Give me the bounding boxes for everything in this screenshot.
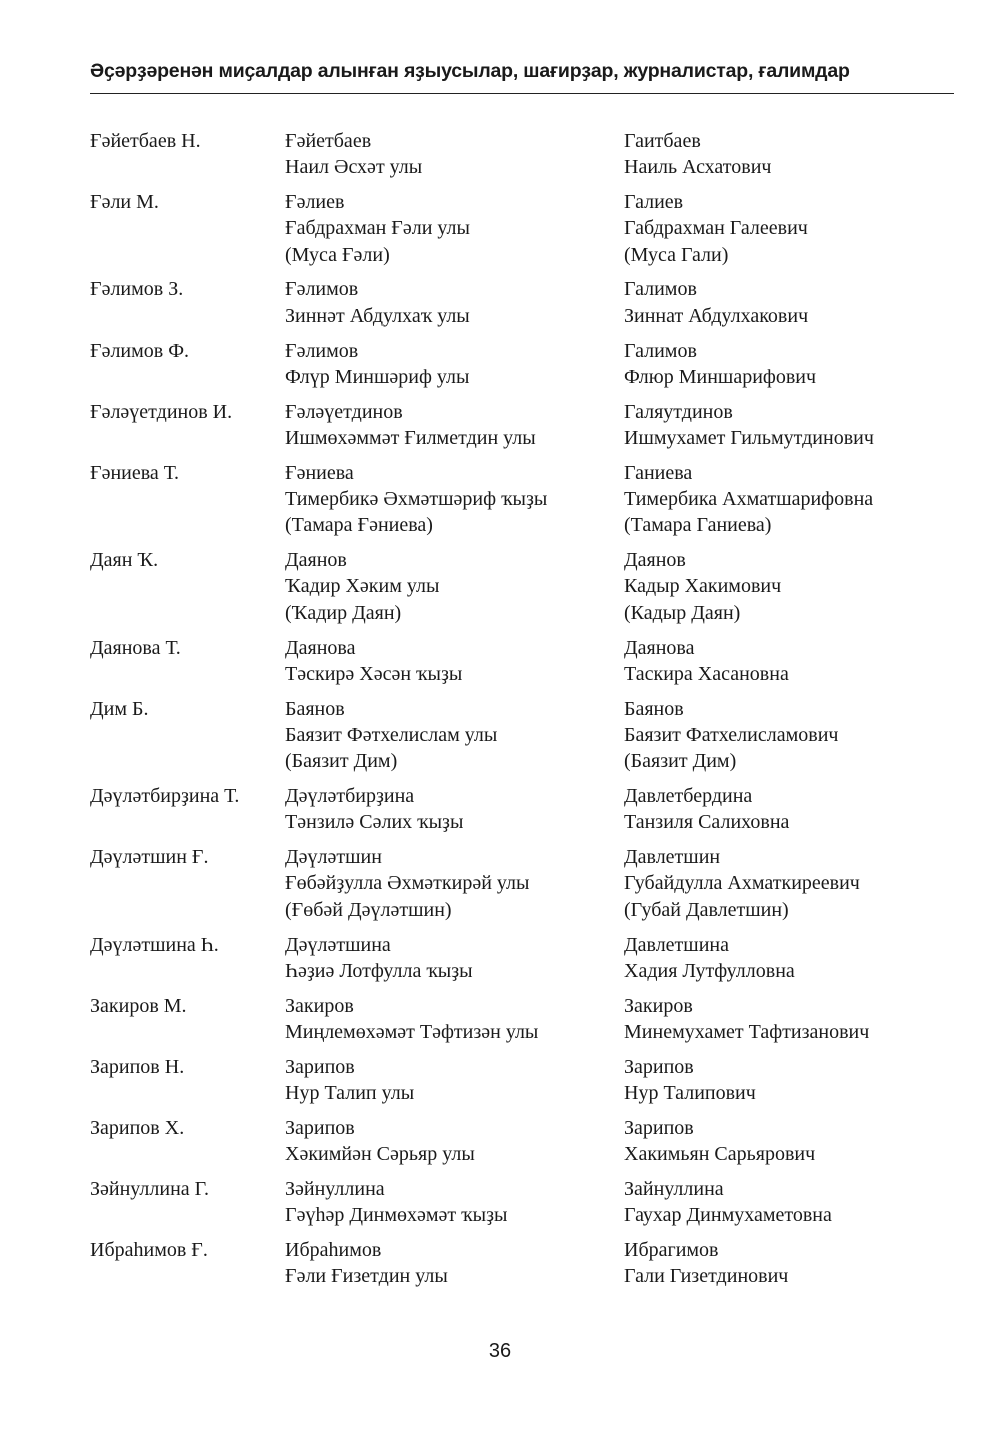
russian-full-name (624, 189, 954, 268)
russian-full-name (624, 844, 954, 923)
russian-name-line: Закиров (624, 994, 693, 1017)
bashkir-name-line: (Муса Ғәли) (285, 243, 390, 266)
russian-name-line: Танзиля Салиховна (624, 811, 790, 834)
list-item (90, 1115, 950, 1168)
bashkir-name-line: Зарипов (285, 1055, 355, 1078)
short-name: Ғәләүетдинов И. (90, 400, 233, 423)
russian-name-line: Гаитбаев (624, 130, 701, 152)
list-item (90, 993, 950, 1046)
header-divider (90, 93, 954, 94)
page-header: Әҫәрҙәренән миҫалдар алынған яҙыусылар, шағирҙар, журналистар, ғалимдар (90, 60, 850, 82)
russian-name-line: Ишмухамет Гильмутдинович (624, 426, 874, 449)
russian-name-line: Наиль Асхатович (624, 156, 772, 179)
short-name: Даянова Т. (90, 636, 181, 659)
russian-name-line: Давлетшин (624, 846, 721, 869)
bashkir-full-name (285, 932, 615, 985)
russian-name-line: Галимов (624, 278, 697, 301)
russian-full-name (624, 635, 954, 688)
russian-name-line: (Муса Гали) (624, 243, 729, 266)
bashkir-name-line: Гәүһәр Динмөхәмәт ҡыҙы (285, 1204, 508, 1227)
bashkir-name-line: Дәүләтбирҙина (285, 785, 415, 808)
bashkir-name-line: Ғәләүетдинов (285, 400, 403, 423)
list-item (90, 547, 950, 626)
bashkir-full-name (285, 276, 615, 329)
russian-name-line: Галимов (624, 339, 697, 362)
russian-name-line: Давлетшина (624, 933, 729, 956)
russian-name-line: Тимербика Ахматшарифовна (624, 488, 874, 511)
bashkir-name-line: Ғәлиев (285, 191, 345, 214)
russian-name-line: Ганиева (624, 461, 693, 484)
bashkir-name-line: Даянова (285, 636, 356, 659)
bashkir-name-line: Миңлемөхәмәт Тәфтизән улы (285, 1020, 539, 1043)
russian-full-name (624, 338, 954, 391)
list-item (90, 783, 950, 836)
russian-full-name (624, 1054, 954, 1107)
bashkir-name-line: Баянов (285, 697, 345, 720)
list-item (90, 635, 950, 688)
list-item (90, 1054, 950, 1107)
russian-name-line: Таскира Хасановна (624, 662, 789, 685)
russian-name-line: Зарипов (624, 1116, 694, 1139)
russian-name-line: Зиннат Абдулхакович (624, 304, 809, 327)
short-name: Ғәйетбаев Н. (90, 130, 201, 152)
page-number: 36 (488, 1340, 512, 1362)
bashkir-name-line: Даянов (285, 549, 347, 572)
bashkir-name-line: Наил Әсхәт улы (285, 156, 423, 179)
bashkir-full-name (285, 338, 615, 391)
list-item (90, 1176, 950, 1229)
russian-name-line: Галяутдинов (624, 400, 733, 423)
russian-name-line: Кадыр Хакимович (624, 575, 782, 598)
list-item (90, 932, 950, 985)
russian-full-name (624, 696, 954, 775)
russian-name-line: Хадия Лутфулловна (624, 959, 795, 982)
bashkir-name-line: Хәкимйән Сәрьяр улы (285, 1143, 475, 1166)
bashkir-name-line: Нур Талип улы (285, 1082, 415, 1104)
russian-name-line: Баязит Фатхелисламович (624, 723, 839, 746)
bashkir-name-line: Ғөбәйҙулла Әхмәткирәй улы (285, 872, 530, 895)
russian-name-line: Галиев (624, 191, 684, 214)
russian-name-line: Ибрагимов (624, 1238, 719, 1261)
list-item (90, 1237, 950, 1290)
russian-full-name (624, 993, 954, 1046)
short-name: Ғәлимов З. (90, 278, 184, 301)
short-name: Ғәниева Т. (90, 461, 179, 484)
russian-name-line: (Губай Давлетшин) (624, 898, 789, 921)
russian-name-line: (Кадыр Даян) (624, 601, 741, 624)
russian-name-line: Даянова (624, 636, 695, 659)
short-name: Дәүләтбирҙина Т. (90, 785, 240, 808)
bashkir-full-name (285, 635, 615, 688)
bashkir-name-line: Тәскирә Хәсән ҡыҙы (285, 662, 463, 685)
bashkir-name-line: Дәүләтшина (285, 933, 391, 956)
bashkir-full-name (285, 399, 615, 452)
bashkir-full-name (285, 547, 615, 626)
short-name: Дәүләтшин Ғ. (90, 846, 209, 869)
russian-full-name (624, 460, 954, 539)
russian-name-line: Гали Гизетдинович (624, 1265, 789, 1288)
short-name: Зарипов Х. (90, 1116, 185, 1139)
short-name: Дим Б. (90, 697, 149, 720)
bashkir-name-line: Ғәйетбаев (285, 130, 372, 152)
bashkir-name-line: (Тамара Ғәниева) (285, 514, 433, 537)
bashkir-full-name (285, 1054, 615, 1107)
short-name: Зәйнуллина Г. (90, 1177, 209, 1200)
bashkir-full-name (285, 783, 615, 836)
bashkir-full-name (285, 1115, 615, 1168)
bashkir-name-line: Зиннәт Абдулхаҡ улы (285, 304, 470, 327)
russian-name-line: Габдрахман Галеевич (624, 217, 808, 240)
russian-full-name (624, 932, 954, 985)
russian-full-name (624, 1176, 954, 1229)
bashkir-name-line: Зарипов (285, 1116, 355, 1139)
list-item (90, 844, 950, 923)
bashkir-name-line: Дәүләтшин (285, 846, 382, 869)
russian-full-name (624, 547, 954, 626)
russian-name-line: Гаухар Динмухаметовна (624, 1204, 832, 1227)
bashkir-name-line: Һәҙиә Лотфулла ҡыҙы (285, 959, 473, 982)
bashkir-name-line: Ибраһимов (285, 1238, 382, 1261)
list-item (90, 128, 950, 181)
bashkir-name-line: Ишмөхәммәт Ғилметдин улы (285, 426, 536, 449)
bashkir-full-name (285, 993, 615, 1046)
list-item (90, 276, 950, 329)
bashkir-name-line: Флүр Миншәриф улы (285, 365, 470, 388)
russian-name-line: Губайдулла Ахматкиреевич (624, 872, 860, 895)
bashkir-name-line: Зәйнуллина (285, 1177, 385, 1200)
bashkir-name-line: Ғабдрахман Ғәли улы (285, 217, 470, 240)
bashkir-name-line: (Ғөбәй Дәүләтшин) (285, 898, 452, 921)
russian-full-name (624, 783, 954, 836)
bashkir-full-name (285, 128, 615, 181)
list-item (90, 399, 950, 452)
bashkir-full-name (285, 189, 615, 268)
name-list (90, 128, 950, 1298)
short-name: Ғәли М. (90, 191, 159, 214)
bashkir-name-line: Ғәлимов (285, 278, 359, 301)
list-item (90, 460, 950, 539)
russian-full-name (624, 399, 954, 452)
russian-name-line: Флюр Миншарифович (624, 365, 817, 388)
russian-name-line: Даянов (624, 549, 686, 572)
list-item (90, 338, 950, 391)
russian-name-line: Хакимьян Сарьярович (624, 1143, 816, 1166)
russian-name-line: (Баязит Дим) (624, 750, 737, 773)
bashkir-name-line: Тәнзилә Сәлих ҡыҙы (285, 811, 464, 834)
list-item (90, 696, 950, 775)
list-item (90, 189, 950, 268)
russian-full-name (624, 1237, 954, 1290)
russian-full-name (624, 276, 954, 329)
short-name: Дәүләтшина Һ. (90, 933, 219, 956)
short-name: Даян Ҡ. (90, 549, 159, 572)
short-name: Зарипов Н. (90, 1055, 185, 1078)
russian-name-line: Баянов (624, 697, 684, 720)
russian-name-line: Зарипов (624, 1055, 694, 1078)
russian-name-line: Минемухамет Тафтизанович (624, 1020, 870, 1043)
russian-name-line: Нур Талипович (624, 1082, 756, 1104)
bashkir-full-name (285, 1176, 615, 1229)
bashkir-name-line: Тимербикә Әхмәтшәриф ҡыҙы (285, 488, 548, 511)
bashkir-name-line: (Ҡадир Даян) (285, 601, 402, 624)
short-name: Закиров М. (90, 994, 187, 1017)
russian-full-name (624, 128, 954, 181)
bashkir-full-name (285, 460, 615, 539)
russian-name-line: (Тамара Ганиева) (624, 514, 772, 537)
bashkir-name-line: Ҡадир Хәким улы (285, 575, 440, 598)
bashkir-full-name (285, 1237, 615, 1290)
bashkir-name-line: (Баязит Дим) (285, 750, 398, 773)
russian-name-line: Давлетбердина (624, 785, 753, 808)
bashkir-name-line: Ғәлимов (285, 339, 359, 362)
bashkir-full-name (285, 844, 615, 923)
russian-full-name (624, 1115, 954, 1168)
short-name: Ғәлимов Ф. (90, 339, 190, 362)
russian-name-line: Зайнуллина (624, 1177, 724, 1200)
bashkir-name-line: Баязит Фәтхелислам улы (285, 723, 498, 746)
bashkir-name-line: Закиров (285, 994, 354, 1017)
bashkir-name-line: Ғәниева (285, 461, 354, 484)
bashkir-full-name (285, 696, 615, 775)
bashkir-name-line: Ғәли Ғизетдин улы (285, 1265, 448, 1288)
short-name: Ибраһимов Ғ. (90, 1238, 208, 1261)
